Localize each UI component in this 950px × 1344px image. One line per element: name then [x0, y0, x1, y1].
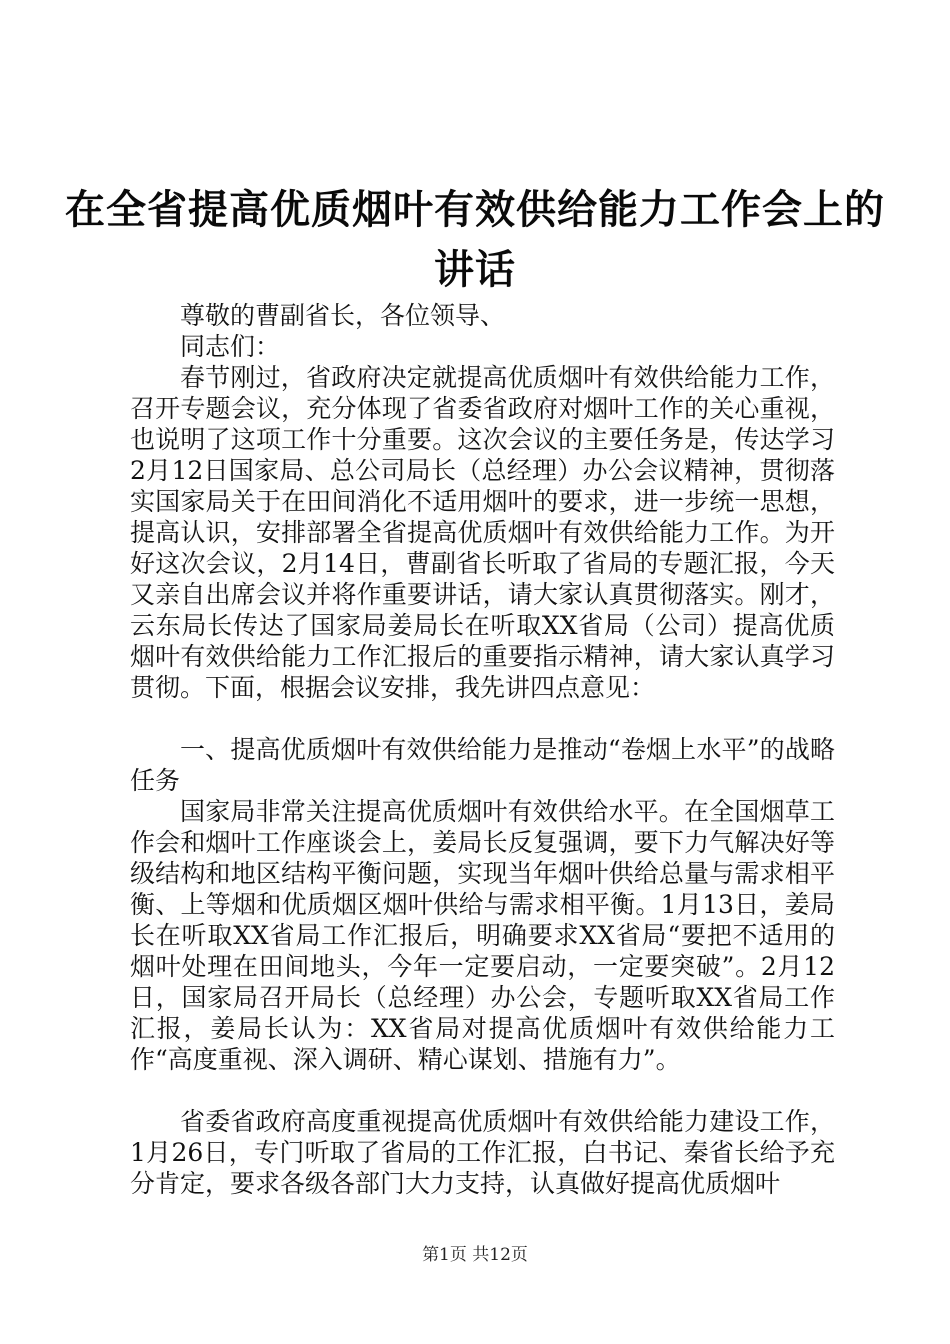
document-title-line-1: 在全省提高优质烟叶有效供给能力工作会上的 [65, 187, 885, 233]
salutation-line-1: 尊敬的曹副省长，各位领导、 [180, 301, 506, 330]
salutation-line-2: 同志们： [180, 332, 281, 361]
document-title-line-2: 讲话 [434, 247, 516, 293]
paragraph-spacer [130, 1075, 835, 1106]
paragraph-spacer [130, 703, 835, 734]
document-body [130, 300, 835, 1199]
page-number-footer: 第1页 共12页 [422, 1245, 528, 1265]
body-paragraph-2: 国家局非常关注提高优质烟叶有效供给水平。在全国烟草工作会和烟叶工作座谈会上，姜局长反复强调，要下力气解决好等级结构和地区结构平衡问题，实现当年烟叶供给总量与需求相平衡、上等烟和优质烟区烟叶供给与需求相平衡。1月13日，姜局长在听取XX省局工作汇报后，明确要求XX省局“要把不适用的烟叶处理在田间地头，今年一定要启动，一定要突破”。2月12日，国家局召开局长（总经理）办公会，专题听取XX省局工作汇报，姜局长认为：XX省局对提高优质烟叶有效供给能力工作“高度重视、深入调研、精心谋划、措施有力”。 [130, 797, 835, 1074]
body-paragraph-3: 省委省政府高度重视提高优质烟叶有效供给能力建设工作，1月26日，专门听取了省局的工作汇报，白书记、秦省长给予充分肯定，要求各级各部门大力支持，认真做好提高优质烟叶 [130, 1107, 835, 1198]
body-paragraph-intro: 春节刚过，省政府决定就提高优质烟叶有效供给能力工作，召开专题会议，充分体现了省委省政府对烟叶工作的关心重视，也说明了这项工作十分重要。这次会议的主要任务是，传达学习2月12日国家局、总公司局长（总经理）办公会议精神，贯彻落实国家局关于在田间消化不适用烟叶的要求，进一步统一思想，提高认识，安排部署全省提高优质烟叶有效供给能力工作。为开好这次会议，2月14日，曹副省长听取了省局的专题汇报，今天又亲自出席会议并将作重要讲话，请大家认真贯彻落实。刚才，云东局长传达了国家局姜局长在听取XX省局（公司）提高优质烟叶有效供给能力工作汇报后的重要指示精神，请大家认真学习贯彻。下面，根据会议安排，我先讲四点意见： [130, 363, 835, 702]
section-heading-1: 一、提高优质烟叶有效供给能力是推动“卷烟上水平”的战略任务 [130, 735, 835, 795]
